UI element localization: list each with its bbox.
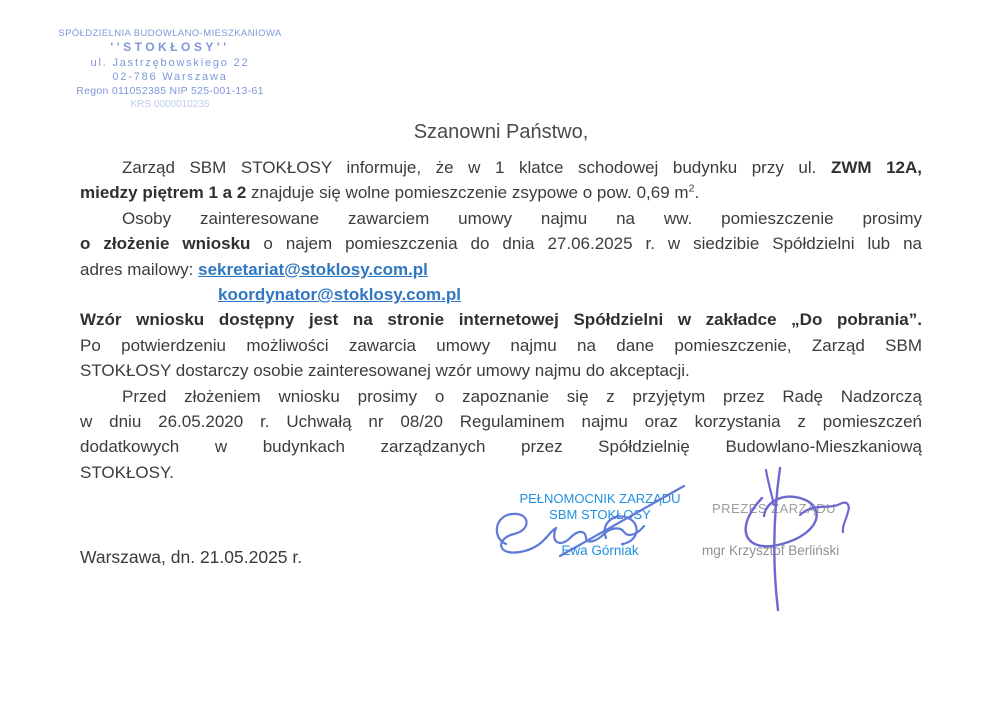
para1-period: . (694, 183, 700, 203)
para2-bold-request: o złożenie wniosku (80, 234, 251, 254)
stamp-krs: KRS 0000010235 (130, 99, 210, 111)
stamp-regon-nip: Regon 011052385 NIP 525-001-13-61 (76, 84, 264, 97)
square-meter-superscript: 2 (688, 182, 695, 195)
signatory-left-title1: PEŁNOMOCNIK ZARZĄDU (519, 491, 681, 506)
para3-line1 (80, 307, 922, 332)
para1-bold-address: ZWM 12A, (830, 158, 922, 177)
para4-line2 (80, 409, 922, 434)
para2-text2: o najem pomieszczenia do dnia 27.06.2025 r. w siedzibie Spółdzielni lub na (250, 234, 923, 254)
para3-line3 (80, 358, 922, 383)
email-line2 (80, 282, 922, 307)
para2-line3 (80, 257, 922, 282)
para4-text4: STOKŁOSY. (80, 462, 174, 482)
signatory-right-name: mgr Krzysztof Berliński (702, 543, 840, 558)
email-link-sekretariat[interactable]: sekretariat@stoklosy.com.pl (198, 259, 428, 279)
para2-line2 (80, 231, 922, 256)
salutation-heading: Szanowni Państwo, (413, 121, 589, 143)
stamp-street: ul. Jastrzębowskiego 22 (90, 56, 250, 69)
para1-line2 (80, 180, 922, 205)
para4-text2: w dniu 26.05.2020 r. Uchwałą nr 08/20 Regulaminem najmu oraz korzystania z pomieszczeń (80, 411, 922, 431)
stamp-company-name: SPÓŁDZIELNIA BUDOWLANO-MIESZKANIOWA (58, 28, 282, 39)
para2-text3: adres mailowy: (80, 259, 199, 279)
signatory-left-title2: SBM STOKŁOSY (549, 506, 651, 522)
letter-body (80, 155, 922, 485)
para1-line1 (80, 155, 922, 180)
company-stamp (44, 28, 296, 111)
para4-text1: Przed złożeniem wniosku prosimy o zapoznanie się z przyjętym przez Radę Nadzorczą (122, 386, 922, 406)
signatory-right-title: PREZES ZARZĄDU (712, 501, 837, 516)
signatory-left-name: Ewa Górniak (561, 543, 639, 558)
para1-bold-floor: miedzy piętrem 1 a 2 (80, 183, 247, 203)
signature-scribble-left (486, 480, 696, 562)
para1-text: Zarząd SBM STOKŁOSY informuje, że w 1 klatce schodowej budynku przy ul. (122, 158, 831, 177)
para3-line2 (80, 333, 922, 358)
para2-text1: Osoby zainteresowane zawarciem umowy najmu na ww. pomieszczenie prosimy (122, 208, 922, 228)
para2-line1 (80, 206, 922, 231)
email-link-koordynator[interactable]: koordynator@stoklosy.com.pl (218, 284, 461, 304)
stamp-city: 02-786 Warszawa (112, 71, 228, 84)
para4-line1 (80, 384, 922, 409)
para4-text3: dodatkowych w budynkach zarządzanych przez Spółdzielnię Budowlano-Mieszkaniową (80, 437, 922, 457)
para3-bold-sentence: Wzór wniosku dostępny jest na stronie internetowej Spółdzielni w zakładce „Do pobrania”. (80, 310, 922, 330)
para4-line3 (80, 434, 922, 459)
stamp-brand: ''STOKŁOSY'' (110, 40, 230, 55)
place-date: Warszawa, dn. 21.05.2025 r. (80, 547, 303, 567)
signature-scribble-right (702, 460, 867, 612)
para3-text3: STOKŁOSY dostarczy osobie zainteresowanej wzór umowy najmu do akceptacji. (80, 361, 690, 381)
para1-text2: znajduje się wolne pomieszczenie zsypowe o pow. 0,69 m (246, 183, 689, 203)
para3-text2: Po potwierdzeniu możliwości zawarcia umowy najmu na dane pomieszczenie, Zarząd SBM (80, 335, 922, 355)
